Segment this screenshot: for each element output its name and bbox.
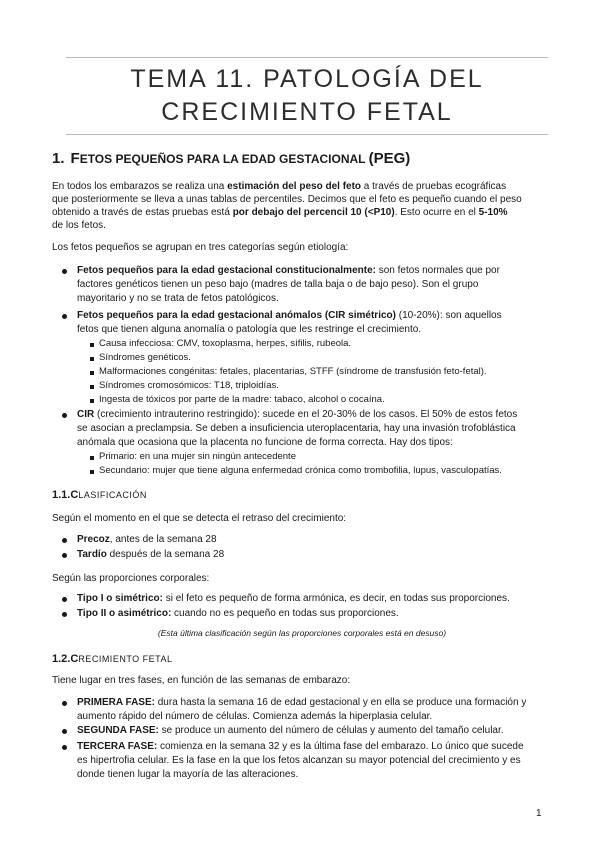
- sub-bullet: [90, 343, 94, 347]
- intro-line-3: obtenido a través de estas pruebas está por debajo del percencil 10 (<P10). Esto ocurre en el 5-10%: [52, 207, 508, 218]
- section-1-1-heading: 1.1.CLASIFICACIÓN: [52, 489, 147, 501]
- cat3-line-1: CIR (crecimiento intrauterino restringido): sucede en el 20-30% de los casos. El 50% de estos fetos: [77, 409, 518, 420]
- clasif-item-tardio: Tardío después de la semana 28: [77, 549, 225, 560]
- cat2-subitem: Malformaciones congénitas: fetales, placentarias, STFF (síndrome de transfusión feto-fetal).: [99, 366, 487, 377]
- sub-bullet: [90, 399, 94, 403]
- fase1-line-2: aumento rápido del número de células. Comienza además la hiperplasia celular.: [77, 711, 433, 722]
- cat3-subitem: Secundario: mujer que tiene alguna enfermedad crónica como trombofilia, lupus, vasculopatías.: [99, 465, 502, 476]
- bullet-dot: [62, 597, 67, 602]
- proporciones-item-tipo2: Tipo II o asimétrico: cuando no es pequeño en todas sus proporciones.: [77, 608, 399, 619]
- cat2-subitem: Síndromes genéticos.: [99, 352, 191, 363]
- section-number: 1.: [52, 150, 65, 167]
- cat2-subitem: Ingesta de tóxicos por parte de la madre: tabaco, alcohol o cocaína.: [99, 394, 385, 405]
- fase3-line-3: donde tienen lugar la mayoría de las alteraciones.: [77, 769, 299, 780]
- sub-bullet: [90, 371, 94, 375]
- fases-intro: Tiene lugar en tres fases, en función de las semanas de embarazo:: [52, 675, 351, 686]
- bullet-dot: [62, 314, 67, 319]
- cat2-subitem: Síndromes cromosómicos: T18, triploidías.: [99, 380, 279, 391]
- page-title: [66, 63, 548, 129]
- bullet-dot: [62, 612, 67, 617]
- bullet-dot: [62, 729, 67, 734]
- cat1-line-2: factores genéticos tienen un peso bajo (madres de talla baja o de bajo peso). Son el grupo: [77, 279, 479, 290]
- bullet-dot: [62, 269, 67, 274]
- cat1-line-1: Fetos pequeños para la edad gestacional constitucionalmente: son fetos normales que por: [77, 265, 500, 276]
- sub-bullet: [90, 470, 94, 474]
- intro-line-4: de los fetos.: [52, 220, 106, 231]
- clasif-item-precoz: Precoz, antes de la semana 28: [77, 534, 217, 545]
- proporciones-intro: Según las proporciones corporales:: [52, 573, 210, 584]
- heading-text: ETOS PEQUEÑOS PARA LA EDAD GESTACIONAL: [79, 152, 369, 166]
- title-line-2: CRECIMIENTO FETAL: [161, 98, 453, 126]
- fase2-line-1: SEGUNDA FASE: se produce un aumento del número de células y aumento del tamaño celular.: [77, 725, 504, 736]
- sub-bullet: [90, 456, 94, 460]
- fase3-line-1: TERCERA FASE: comienza en la semana 32 y es la última fase del embarazo. Lo único que sucede: [77, 741, 524, 752]
- cat2-line-2: fetos que tienen alguna anomalía o patología que les restringe el crecimiento.: [77, 324, 422, 335]
- cat3-subitem: Primario: en una mujer sin ningún antecedente: [99, 451, 296, 462]
- categories-intro: Los fetos pequeños se agrupan en tres categorías según etiología:: [52, 242, 349, 253]
- cat3-line-3: anómala que ocasiona que la placenta no funcione de forma correcta. Hay dos tipos:: [77, 437, 453, 448]
- bullet-dot: [62, 413, 67, 418]
- bullet-dot: [62, 745, 67, 750]
- classification-note: (Esta última clasificación según las proporciones corporales está en desuso): [157, 628, 447, 638]
- bullet-dot: [62, 701, 67, 706]
- cat3-line-2: se asocian a preclampsia. Se deben a insuficiencia uteroplacentaria, hay una invasión trofoblástica: [77, 423, 516, 434]
- cat2-line-1: Fetos pequeños para la edad gestacional anómalos (CIR simétrico) (10-20%): son aquellos: [77, 310, 502, 321]
- clasif-intro: Según el momento en el que se detecta el retraso del crecimiento:: [52, 513, 347, 524]
- title-line-1: TEMA 11. PATOLOGÍA DEL: [130, 65, 484, 93]
- fase3-line-2: es hipertrofia celular. Es la fase en la que los fetos alcanzan su mayor potencial del crecimiento y es: [77, 755, 521, 766]
- page-number: 1: [536, 808, 542, 819]
- section-1-2-heading: 1.2.CRECIMIENTO FETAL: [52, 653, 173, 665]
- sub-bullet: [90, 357, 94, 361]
- bullet-dot: [62, 538, 67, 543]
- title-bottom-rule: [66, 134, 548, 135]
- top-rule: [66, 57, 548, 58]
- section-1-heading: [52, 150, 410, 167]
- cat1-line-3: mayoritario y no se trata de fetos patológicos.: [77, 293, 279, 304]
- intro-line-1: En todos los embarazos se realiza una estimación del peso del feto a través de pruebas ecográficas: [52, 181, 507, 192]
- heading-abbr: (PEG): [368, 150, 411, 167]
- sub-bullet: [90, 385, 94, 389]
- cat2-subitem: Causa infecciosa: CMV, toxoplasma, herpes, sífilis, rubeola.: [99, 338, 352, 349]
- intro-line-2: que posteriormente se lleva a unas tablas de percentiles. Decimos que el feto es pequeño cuando el peso: [52, 194, 522, 205]
- fase1-line-1: PRIMERA FASE: dura hasta la semana 16 de edad gestacional y en ella se produce una formación y: [77, 697, 527, 708]
- heading-initial: F: [70, 150, 80, 167]
- proporciones-item-tipo1: Tipo I o simétrico: si el feto es pequeño de forma armónica, es decir, en todas sus proporciones.: [77, 593, 510, 604]
- bullet-dot: [62, 553, 67, 558]
